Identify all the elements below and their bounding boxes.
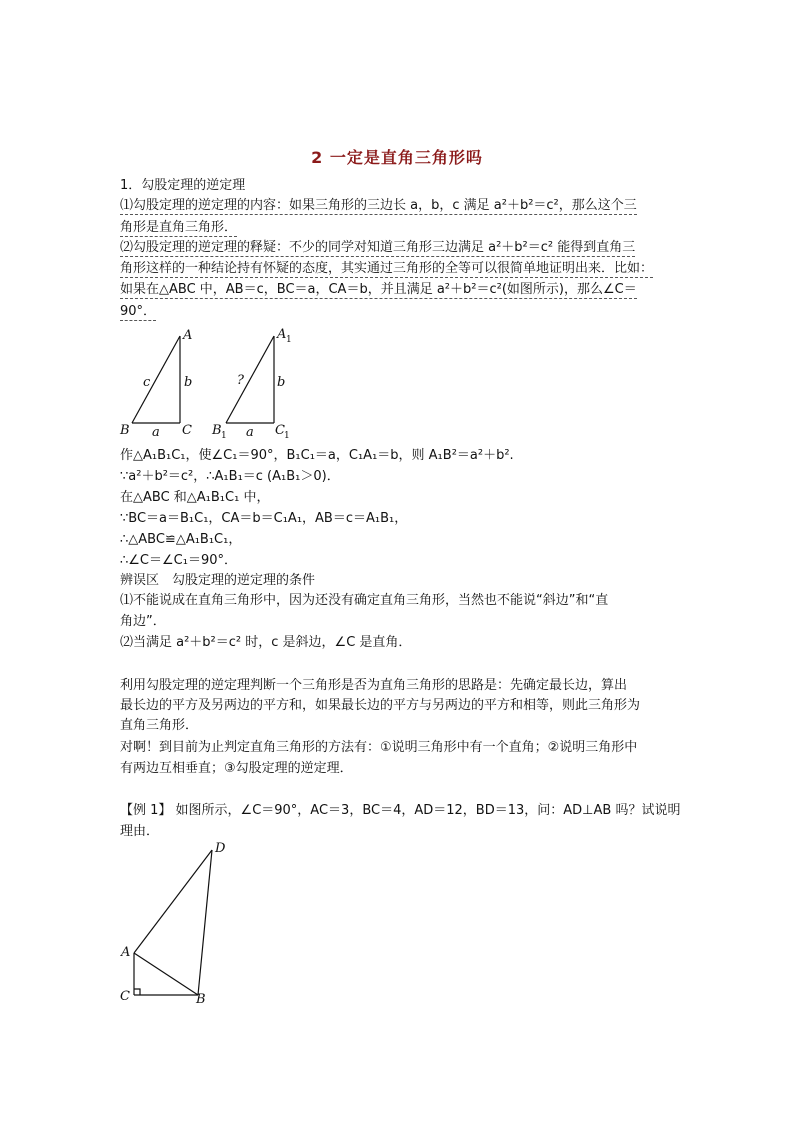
label-B: B xyxy=(196,992,206,1007)
label-A1-sub: 1 xyxy=(286,335,292,345)
label-a2: a xyxy=(246,425,254,440)
explanation-line-3: 如果在△ABC 中，AB＝c，BC＝a，CA＝b，并且满足 a²＋b²＝c²(如图所示)，那么∠C＝ xyxy=(120,282,637,297)
label-A1: A xyxy=(277,327,287,342)
label-b2: b xyxy=(277,375,286,390)
page-title: 2 一定是直角三角形吗 xyxy=(311,148,483,167)
triangle-abc xyxy=(132,336,180,423)
label-C: C xyxy=(120,989,130,1004)
proof-line-1: 作△A₁B₁C₁，使∠C₁＝90°，B₁C₁＝a，C₁A₁＝b，则 A₁B²＝a²＋b². xyxy=(120,448,514,463)
label-D: D xyxy=(215,841,226,856)
misconception-line-2: 角边”． xyxy=(120,614,166,629)
tip-line-3: 直角三角形． xyxy=(120,718,199,733)
explanation-line-1: ⑵勾股定理的逆定理的释疑：不少的同学对知道三角形三边满足 a²＋b²＝c² 能得到直角三 xyxy=(120,240,636,255)
proof-line-3: 在△ABC 和△A₁B₁C₁ 中， xyxy=(120,490,270,505)
misconception-line-3: ⑵当满足 a²＋b²＝c² 时，c 是斜边，∠C 是直角． xyxy=(120,635,412,650)
label-A: A xyxy=(183,328,193,343)
section-heading-misconception: 辨误区 勾股定理的逆定理的条件 xyxy=(120,573,316,588)
segment-BD xyxy=(198,850,212,995)
label-C: C xyxy=(182,423,192,438)
right-angle-mark xyxy=(134,989,140,995)
triangle-a1b1c1 xyxy=(226,336,274,423)
label-C1: C xyxy=(275,423,285,438)
misconception-line-1: ⑴不能说成在直角三角形中，因为还没有确定直角三角形，当然也不能说“斜边”和“直 xyxy=(120,593,609,608)
proof-line-6: ∴∠C＝∠C₁＝90°． xyxy=(120,553,237,568)
proof-line-4: ∵BC＝a＝B₁C₁，CA＝b＝C₁A₁，AB＝c＝A₁B₁， xyxy=(120,511,408,526)
example-1-line-1: 【例 1】 如图所示，∠C＝90°，AC＝3，BC＝4，AD＝12，BD＝13，问：AD⊥AB 吗？试说明 xyxy=(120,803,681,818)
segment-AB xyxy=(134,953,198,995)
label-a: a xyxy=(152,425,160,440)
label-c: c xyxy=(143,375,151,390)
proof-line-2: ∵a²＋b²＝c²，∴A₁B₁＝c (A₁B₁＞0)． xyxy=(120,469,340,484)
example-1-line-2: 理由． xyxy=(120,824,160,839)
label-B: B xyxy=(120,423,130,438)
label-B1-sub: 1 xyxy=(221,431,227,441)
explanation-line-2: 角形这样的一种结论持有怀疑的态度，其实通过三角形的全等可以很简单地证明出来．比如： xyxy=(120,261,654,276)
segment-AD xyxy=(134,850,212,953)
figure-example-1 xyxy=(112,838,242,1008)
theorem-content-line-1: ⑴勾股定理的逆定理的内容：如果三角形的三边长 a，b，c 满足 a²＋b²＝c²，那么这个三 xyxy=(120,198,637,213)
theorem-content-line-2: 角形是直角三角形． xyxy=(120,220,238,235)
tip-line-1: 利用勾股定理的逆定理判断一个三角形是否为直角三角形的思路是：先确定最长边，算出 xyxy=(120,678,628,693)
tip-line-2: 最长边的平方及另两边的平方和，如果最长边的平方与另两边的平方和相等，则此三角形为 xyxy=(120,698,641,713)
section-heading-1: 1．勾股定理的逆定理 xyxy=(120,178,246,193)
label-C1-sub: 1 xyxy=(284,431,290,441)
label-b: b xyxy=(184,375,193,390)
label-B1: B xyxy=(212,423,222,438)
tip-line-4: 对啊！到目前为止判定直角三角形的方法有：①说明三角形中有一个直角；②说明三角形中 xyxy=(120,740,638,755)
label-A: A xyxy=(121,945,131,960)
tip-line-5: 有两边互相垂直；③勾股定理的逆定理． xyxy=(120,761,353,776)
explanation-line-4: 90°． xyxy=(120,304,157,319)
figure-triangles xyxy=(110,320,310,445)
proof-line-5: ∴△ABC≌△A₁B₁C₁， xyxy=(120,532,242,547)
label-unknown: ? xyxy=(237,373,244,388)
